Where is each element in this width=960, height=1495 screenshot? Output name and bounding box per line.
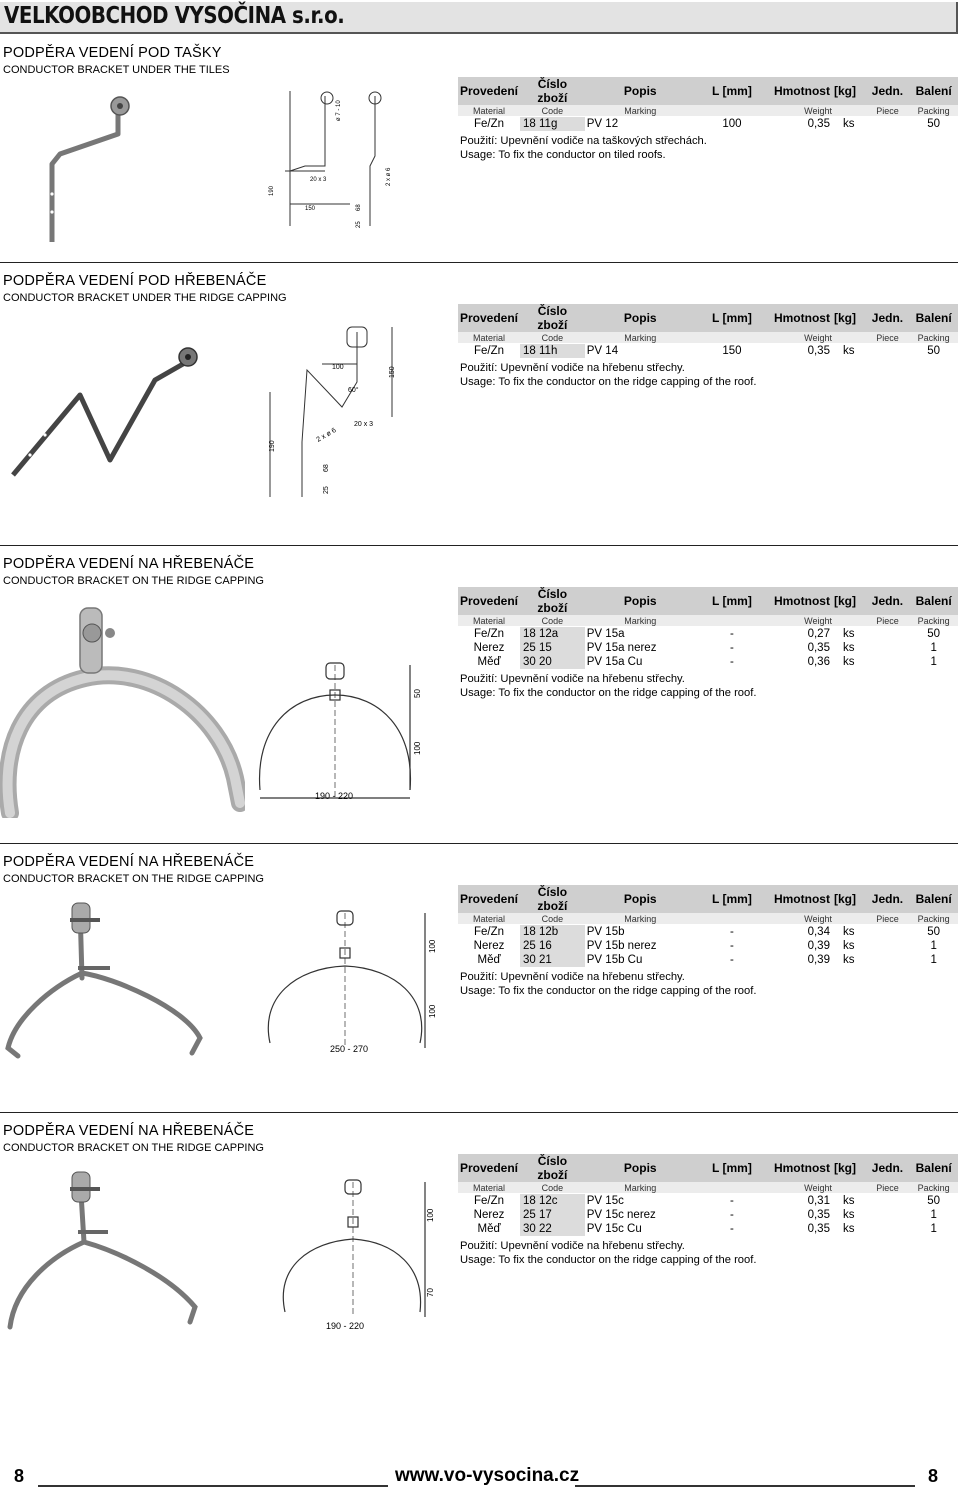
spec-table [458,77,958,131]
col-header: Popis [623,594,657,608]
cell-weight: 0,39 [807,940,830,952]
col-subheader [832,105,866,117]
cell-length: - [730,940,734,952]
table-header-row [458,587,958,615]
col-subheader: Material [458,913,520,925]
section-divider [0,843,958,844]
usage-en: Usage: To fix the conductor on the ridge capping of the roof. [460,1254,757,1266]
product-photo [0,1167,210,1337]
col-subheader [832,332,866,344]
cell-unit: ks [843,628,855,640]
spec-table [458,1154,958,1236]
table-row [458,117,958,132]
col-subheader: Weight [768,615,832,627]
dim-label: 190 [269,185,275,196]
cell-code: 18 11h [520,344,585,359]
cell-material: Nerez [473,940,505,952]
table-row [458,1208,958,1222]
cell-unit: ks [843,345,855,357]
cell-weight: 0,35 [807,118,830,130]
technical-drawing [262,312,417,502]
cell-packing: 1 [930,1209,937,1221]
cell-material: Fe/Zn [473,118,505,130]
cell-marking: PV 15c [586,1195,624,1207]
col-subheader: Weight [768,105,832,117]
table-row [458,641,958,655]
cell-unit: ks [843,656,855,668]
dim-label: 100 [413,741,422,755]
product-photo [5,340,215,485]
product-section-pv12 [0,34,960,259]
cell-material: Fe/Zn [473,926,505,938]
section-subtitle: CONDUCTOR BRACKET ON THE RIDGE CAPPING [3,575,264,587]
cell-code: 18 12b [520,925,585,940]
table-subheader-row [458,913,958,925]
cell-unit: ks [843,642,855,654]
table-header-row [458,304,958,332]
col-header: Balení [915,892,952,906]
cell-weight: 0,39 [807,954,830,966]
col-subheader: Marking [585,913,696,925]
col-subheader: Packing [909,332,958,344]
cell-unit: ks [843,1195,855,1207]
technical-drawing [275,1177,440,1327]
section-divider [0,262,958,263]
cell-packing: 1 [930,1223,937,1235]
cell-length: 150 [722,345,742,357]
col-header: L [mm] [712,84,752,98]
cell-packing: 50 [927,345,941,357]
usage-en: Usage: To fix the conductor on the ridge capping of the roof. [460,376,757,388]
section-subtitle: CONDUCTOR BRACKET ON THE RIDGE CAPPING [3,873,264,885]
cell-marking: PV 15c nerez [586,1209,656,1221]
cell-unit: ks [843,940,855,952]
section-subtitle: CONDUCTOR BRACKET UNDER THE TILES [3,64,230,76]
dim-label: 190 [269,440,276,452]
col-header: Hmotnost [773,311,830,325]
cell-code: 25 16 [520,939,585,953]
col-header: Provedení [460,1161,519,1175]
col-subheader: Packing [909,1182,958,1194]
col-subheader: Material [458,1182,520,1194]
col-header: Hmotnost [773,594,830,608]
cell-code: 18 12c [520,1194,585,1209]
col-subheader [696,105,768,117]
cell-weight: 0,35 [807,642,830,654]
col-subheader: Code [520,105,585,117]
col-subheader: Marking [585,332,696,344]
cell-marking: PV 15a [586,628,625,640]
page-number-left: 8 [14,1466,25,1486]
cell-length: - [730,1209,734,1221]
product-section-pv15a [0,545,960,840]
cell-packing: 1 [930,656,937,668]
cell-weight: 0,34 [807,926,830,938]
col-subheader: Marking [585,105,696,117]
cell-length: - [730,1195,734,1207]
dim-label: 150 [305,206,316,212]
col-header: Jedn. [871,311,904,325]
col-subheader: Piece [866,1182,910,1194]
cell-weight: 0,27 [807,628,830,640]
col-header: Číslo zboží [537,1154,568,1182]
dim-label: 100 [428,1004,437,1018]
cell-code: 30 20 [520,655,585,669]
dim-width-label: 190 - 220 [326,1321,365,1331]
dim-label: ø 7 - 10 [336,100,342,121]
dim-label: 2 x ø 6 [315,426,338,444]
product-section-pv14 [0,262,960,542]
col-subheader: Weight [768,332,832,344]
table-row [458,627,958,642]
product-photo [40,94,150,244]
col-header: Číslo zboží [537,587,568,615]
cell-unit: ks [843,118,855,130]
section-title: PODPĚRA VEDENÍ POD HŘEBENÁČE [3,273,267,289]
cell-weight: 0,35 [807,1209,830,1221]
col-header: Popis [623,311,657,325]
col-header: L [mm] [712,892,752,906]
col-subheader: Marking [585,615,696,627]
product-photo [0,898,215,1063]
col-header: Balení [915,84,952,98]
col-header: Balení [915,311,952,325]
cell-length: - [730,1223,734,1235]
col-subheader: Piece [866,332,910,344]
col-subheader: Material [458,615,520,627]
dim-label: 20 x 3 [354,421,374,428]
page-header [0,2,958,34]
col-subheader: Code [520,615,585,627]
col-subheader: Piece [866,615,910,627]
cell-material: Fe/Zn [473,628,505,640]
usage-text [460,1239,756,1267]
section-title: PODPĚRA VEDENÍ POD TAŠKY [3,45,222,61]
cell-code: 30 21 [520,953,585,967]
technical-drawing [255,908,445,1058]
col-subheader: Piece [866,913,910,925]
usage-cz: Použití: Upevnění vodiče na taškových střechách. [460,135,707,147]
col-header: [kg] [833,311,856,325]
spec-table [458,885,958,967]
col-subheader [832,615,866,627]
col-subheader: Packing [909,615,958,627]
col-header: [kg] [833,594,856,608]
col-header: L [mm] [712,311,752,325]
usage-cz: Použití: Upevnění vodiče na hřebenu střechy. [460,971,685,983]
section-subtitle: CONDUCTOR BRACKET ON THE RIDGE CAPPING [3,1142,264,1154]
table-subheader-row [458,615,958,627]
col-subheader: Weight [768,913,832,925]
cell-length: 100 [722,118,742,130]
cell-marking: PV 15b nerez [586,940,657,952]
cell-weight: 0,36 [807,656,830,668]
col-subheader [696,615,768,627]
spec-table [458,304,958,358]
col-header: [kg] [833,892,856,906]
col-header: Číslo zboží [537,885,568,913]
cell-length: - [730,642,734,654]
col-header: Hmotnost [773,1161,830,1175]
table-row [458,939,958,953]
cell-weight: 0,31 [807,1195,830,1207]
col-header: Hmotnost [773,84,830,98]
cell-packing: 50 [927,628,941,640]
cell-material: Měď [477,656,501,668]
cell-unit: ks [843,954,855,966]
table-subheader-row [458,332,958,344]
col-header: Jedn. [871,594,904,608]
section-title: PODPĚRA VEDENÍ NA HŘEBENÁČE [3,1123,255,1139]
dim-label: 100 [426,1208,435,1222]
cell-marking: PV 15a nerez [586,642,657,654]
usage-cz: Použití: Upevnění vodiče na hřebenu střechy. [460,1240,685,1252]
usage-text [460,672,756,700]
cell-packing: 1 [930,954,937,966]
cell-code: 25 15 [520,641,585,655]
cell-marking: PV 14 [586,345,619,357]
footer-rule-left [38,1485,388,1487]
product-photo [0,603,245,818]
col-header: [kg] [833,84,856,98]
col-subheader [832,1182,866,1194]
col-header: Jedn. [871,892,904,906]
cell-packing: 1 [930,642,937,654]
dim-label: 68 [323,464,330,472]
section-divider [0,545,958,546]
col-header: Číslo zboží [537,304,568,332]
col-header: Hmotnost [773,892,830,906]
table-row [458,1222,958,1236]
cell-weight: 0,35 [807,1223,830,1235]
table-header-row [458,1154,958,1182]
col-subheader [832,913,866,925]
usage-text [460,134,707,162]
cell-unit: ks [843,1209,855,1221]
dim-width-label: 190 - 220 [315,791,354,801]
dim-label: 150 [389,366,396,378]
cell-unit: ks [843,1223,855,1235]
dim-label: 25 [323,486,330,494]
col-subheader: Weight [768,1182,832,1194]
table-subheader-row [458,105,958,117]
col-subheader: Packing [909,105,958,117]
col-subheader [696,332,768,344]
cell-code: 18 12a [520,627,585,642]
website-link[interactable]: www.vo-vysocina.cz [395,1465,580,1486]
cell-unit: ks [843,926,855,938]
col-subheader: Marking [585,1182,696,1194]
col-header: Balení [915,594,952,608]
footer-rule-right [575,1485,915,1487]
col-subheader: Packing [909,913,958,925]
cell-material: Nerez [473,1209,505,1221]
dim-label: 2 x ø 6 [386,167,392,186]
cell-length: - [730,628,734,640]
spec-table [458,587,958,669]
col-header: Číslo zboží [537,77,568,105]
cell-marking: PV 15b Cu [586,954,643,966]
cell-marking: PV 15c Cu [586,1223,642,1235]
section-subtitle: CONDUCTOR BRACKET UNDER THE RIDGE CAPPING [3,292,287,304]
table-header-row [458,885,958,913]
col-header: Popis [623,84,657,98]
product-section-pv15c [0,1112,960,1347]
cell-material: Fe/Zn [473,1195,505,1207]
col-subheader: Material [458,332,520,344]
dim-label: 20 x 3 [310,177,327,183]
dim-width-label: 250 - 270 [330,1044,369,1054]
table-subheader-row [458,1182,958,1194]
cell-code: 30 22 [520,1222,585,1236]
cell-packing: 50 [927,926,941,938]
cell-code: 25 17 [520,1208,585,1222]
col-header: Provedení [460,892,519,906]
brand-title: VELKOOBCHOD VYSOČINA s.r.o. [4,3,345,29]
usage-en: Usage: To fix the conductor on tiled roofs. [460,149,666,161]
col-header: Provedení [460,84,519,98]
cell-code: 18 11g [520,117,585,132]
cell-material: Fe/Zn [473,345,505,357]
cell-length: - [730,926,734,938]
section-title: PODPĚRA VEDENÍ NA HŘEBENÁČE [3,854,255,870]
col-header: L [mm] [712,1161,752,1175]
page-footer [0,1458,960,1494]
dim-label: 25 [356,221,362,228]
page-number-right: 8 [928,1466,939,1486]
dim-label: 100 [332,364,344,371]
usage-en: Usage: To fix the conductor on the ridge capping of the roof. [460,687,757,699]
col-header: Jedn. [871,1161,904,1175]
table-row [458,1194,958,1209]
col-subheader [696,1182,768,1194]
usage-text [460,970,756,998]
dim-label: 70 [426,1288,435,1297]
cell-packing: 1 [930,940,937,952]
product-section-pv15b [0,843,960,1108]
table-row [458,925,958,940]
section-divider [0,1112,958,1113]
col-header: Balení [915,1161,952,1175]
col-subheader: Material [458,105,520,117]
cell-weight: 0,35 [807,345,830,357]
dim-label: 60° [348,387,359,394]
col-header: Provedení [460,311,519,325]
col-subheader: Piece [866,105,910,117]
usage-cz: Použití: Upevnění vodiče na hřebenu střechy. [460,362,685,374]
col-header: L [mm] [712,594,752,608]
cell-marking: PV 12 [586,118,619,130]
usage-text [460,361,756,389]
table-row [458,953,958,967]
col-subheader [696,913,768,925]
dim-label: 68 [356,204,362,211]
cell-length: - [730,954,734,966]
cell-packing: 50 [927,118,941,130]
cell-material: Měď [477,954,501,966]
cell-material: Měď [477,1223,501,1235]
col-header: [kg] [833,1161,856,1175]
cell-packing: 50 [927,1195,941,1207]
table-row [458,344,958,359]
usage-en: Usage: To fix the conductor on the ridge capping of the roof. [460,985,757,997]
technical-drawing [265,86,415,231]
col-subheader: Code [520,332,585,344]
table-row [458,655,958,669]
cell-marking: PV 15a Cu [586,656,643,668]
col-header: Jedn. [871,84,904,98]
cell-length: - [730,656,734,668]
dim-label: 50 [413,689,422,698]
table-header-row [458,77,958,105]
col-header: Popis [623,1161,657,1175]
col-subheader: Code [520,913,585,925]
col-header: Popis [623,892,657,906]
section-title: PODPĚRA VEDENÍ NA HŘEBENÁČE [3,556,255,572]
dim-label: 100 [428,939,437,953]
cell-material: Nerez [473,642,505,654]
technical-drawing [250,660,430,805]
usage-cz: Použití: Upevnění vodiče na hřebenu střechy. [460,673,685,685]
col-subheader: Code [520,1182,585,1194]
cell-marking: PV 15b [586,926,625,938]
col-header: Provedení [460,594,519,608]
